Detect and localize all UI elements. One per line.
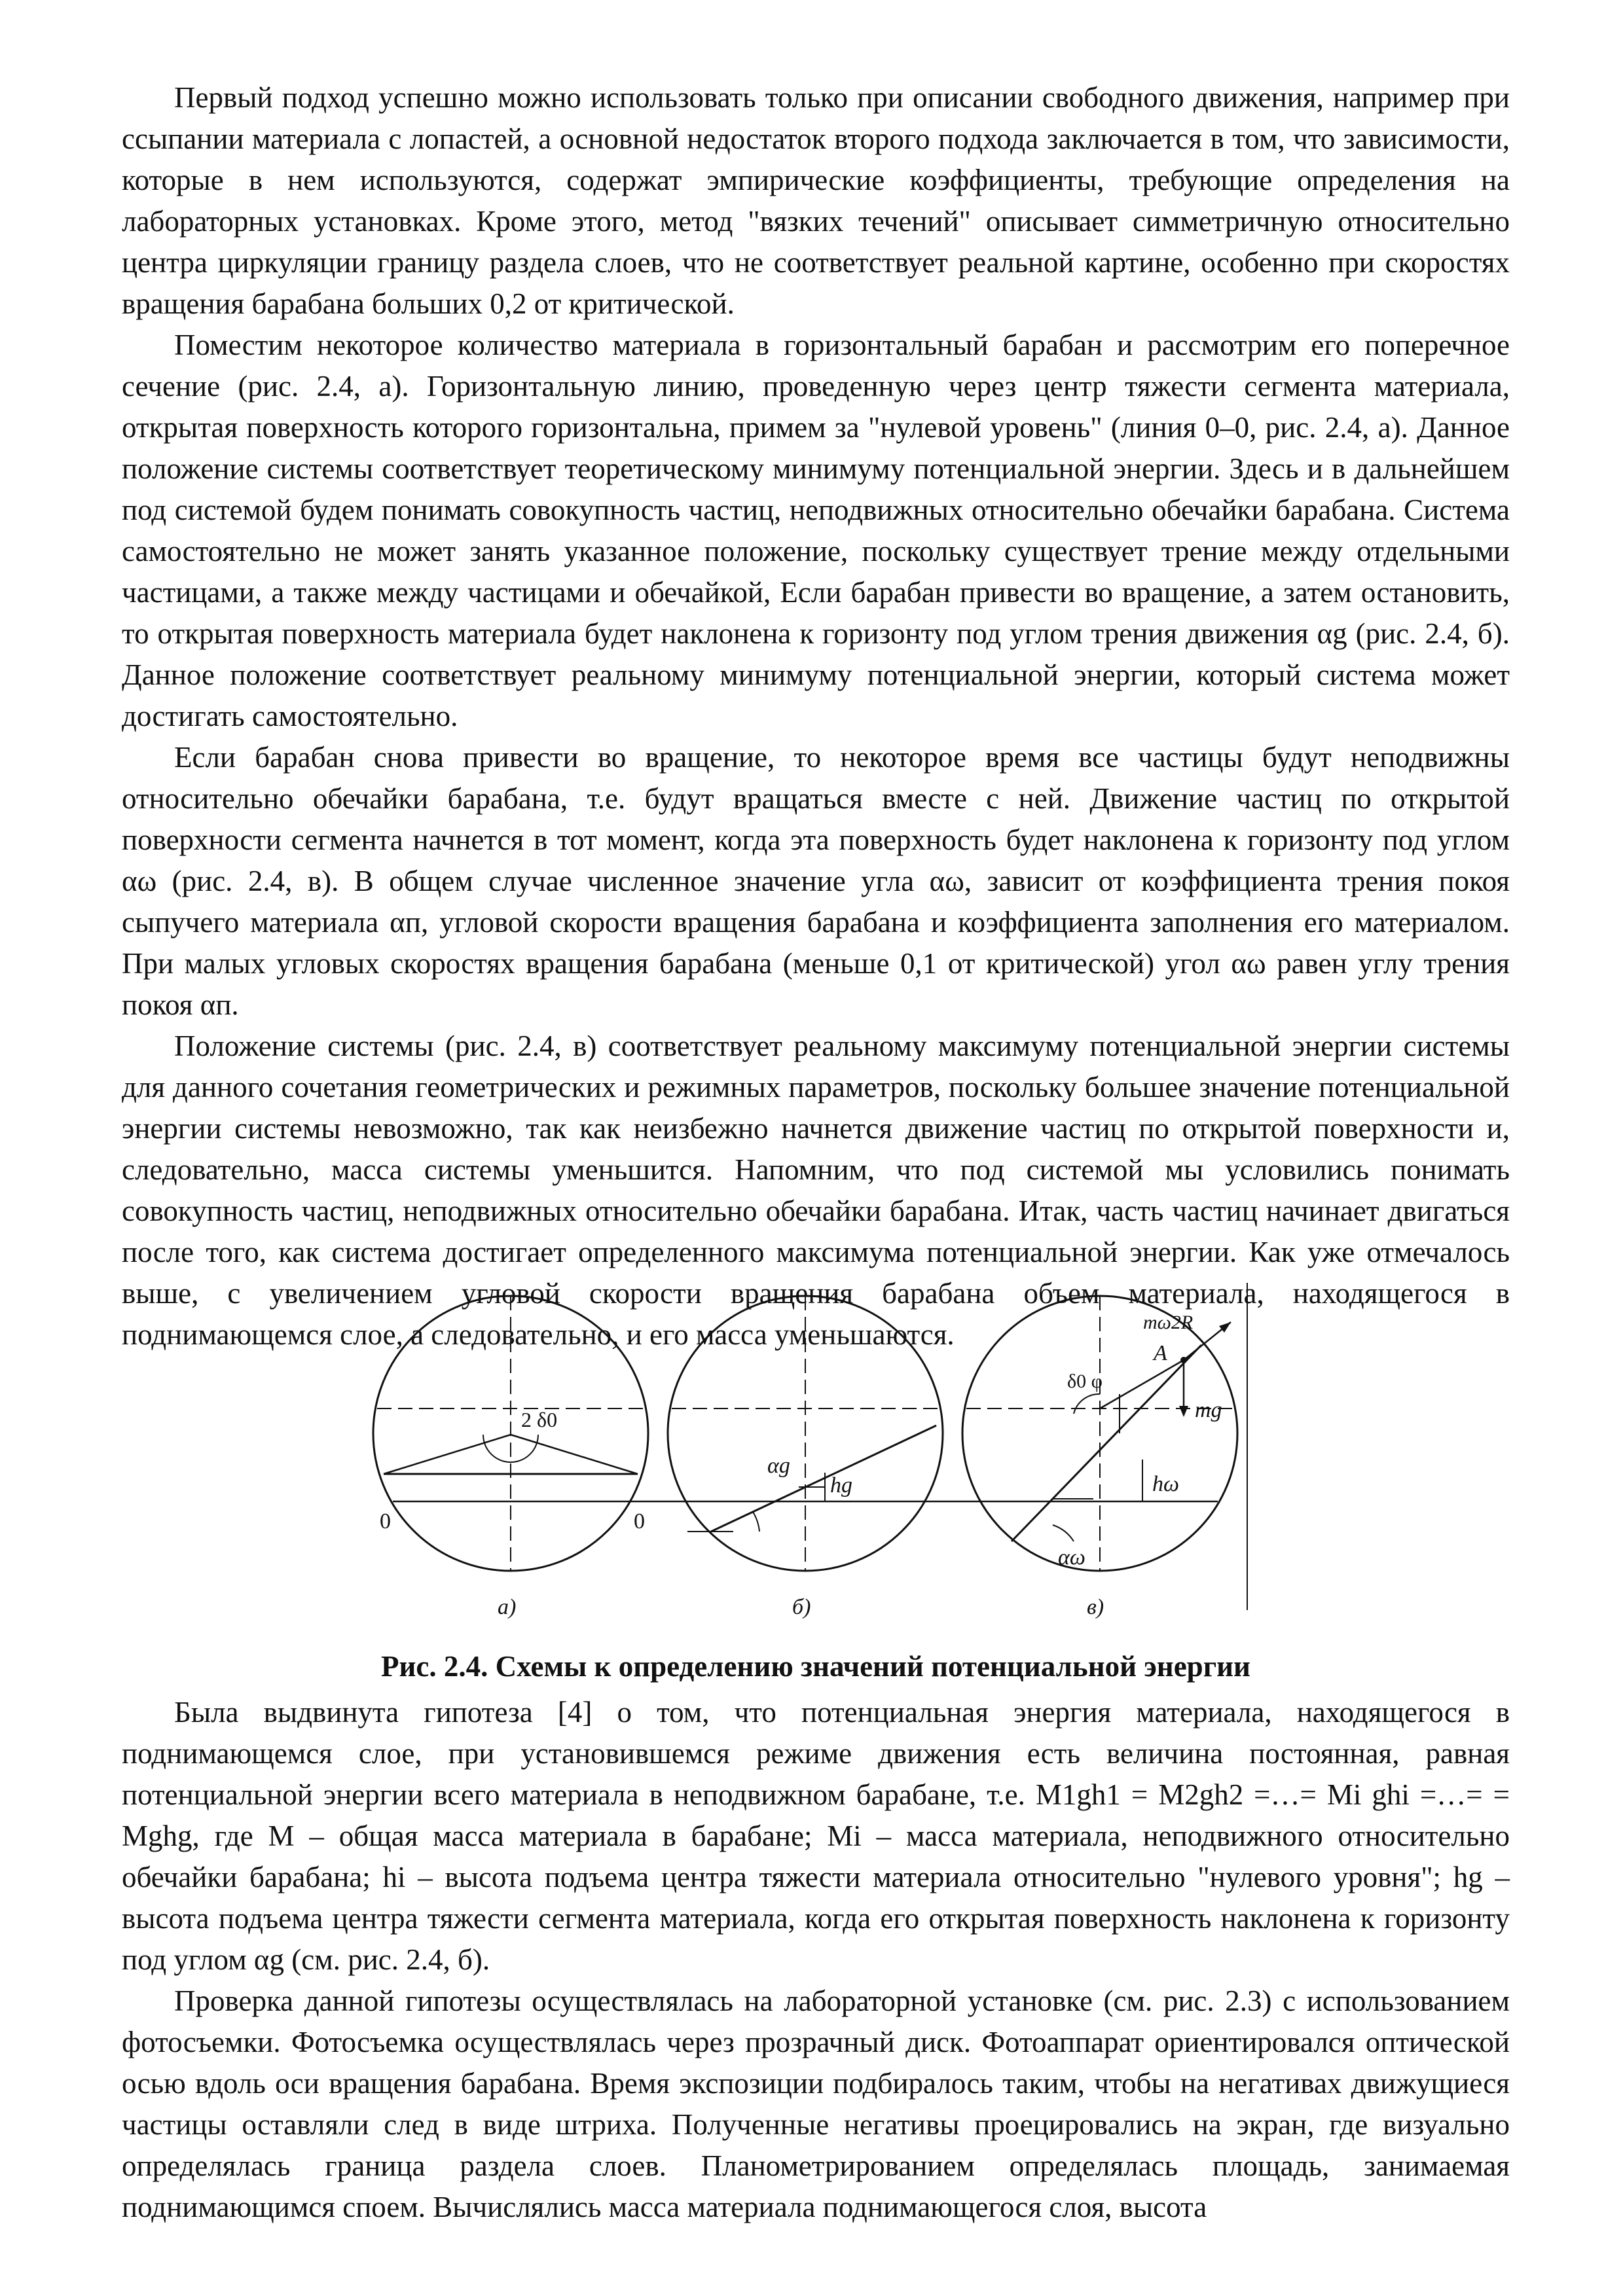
paragraph: Проверка данной гипотезы осуществлялась на лабораторной установке (см. рис. 2.3) с использованием фотосъемки. Фотосъемка осуществлялась через прозрачный диск. Фотоаппарат ориентировался оптической осью вдоль оси вращения барабана. Время экспозиции подбиралось таким, чтобы на негативах движущиеся частицы оставляли след в виде штриха. Полученные негативы проецировались на экран, где визуально определялась граница раздела слоев. Планометрированием определялась площадь, занимаемая поднимающимся споем. Вычислялись масса материала поднимающегося слоя, высота (122, 1984, 1510, 2223)
figure-caption: Рис. 2.4. Схемы к определению значений потенциальной энергии (381, 1650, 1250, 1683)
paragraph: Если барабан снова привести во вращение, то некоторое время все частицы будут неподвижны относительно обечайки барабана, т.е. будут вращаться вместе с ней. Движение частиц по открытой поверхности сегмента начнется в тот момент, когда эта поверхность будет наклонена к горизонту под углом αω (рис. 2.4, в). В общем случае численное значение угла αω, зависит от коэффициента трения покоя сыпучего материала αп, угловой скорости вращения барабана и коэффициента заполнения его материалом. При малых угловых скоростях вращения барабана (меньше 0,1 от критической) угол αω равен углу трения покоя αп. (122, 741, 1510, 1021)
angle-arc-c (1053, 1525, 1074, 1541)
label-zero-right: 0 (634, 1509, 645, 1534)
angle-arc-b (753, 1512, 759, 1532)
figure-2-4 (367, 1283, 1257, 1636)
panel-label-b: б) (792, 1595, 811, 1619)
radius-c (1100, 1360, 1184, 1408)
panel-label-a: а) (498, 1595, 517, 1619)
label-h-omega: hω (1152, 1472, 1180, 1496)
arrowhead-gravity (1179, 1406, 1188, 1417)
paragraph: Была выдвинута гипотеза [4] о том, что потенциальная энергия материала, находящегося в поднимающемся слое, при установившемся режиме движения есть величина постоянная, равная потенциальной энергии всего материала в неподвижном барабане, т.е. M1gh1 = M2gh2 =…= Mi ghi =…= = Mghg, где M – общая масса материала в барабане; Mi – масса материала, неподвижного относительно обечайки барабана; hi – высота подъема центра тяжести материала относительно "нулевого уровня"; hg – высота подъема центра тяжести сегмента материала, когда его открытая поверхность наклонена к горизонту под углом αg (см. рис. 2.4, б). (122, 1696, 1510, 1976)
label-zero-left: 0 (380, 1509, 391, 1534)
paragraph: Первый подход успешно можно использовать только при описании свободного движения, например при ссыпании материала с лопастей, а основной недостаток второго подхода заключается в том, что зависимости, которые в нем используются, содержат эмпирические коэффициенты, требующие определения на лабораторных установках. Кроме этого, метод "вязких течений" описывает симметричную относительно центра циркуляции границу раздела слоев, что не соответствует реальной картине, особенно при скоростях вращения барабана больших 0,2 от критической. (122, 81, 1510, 320)
label-2-delta0: 2 δ0 (521, 1408, 558, 1431)
material-surface-c (1012, 1345, 1201, 1541)
text-block-bottom (122, 1692, 1510, 2228)
label-alpha-g: αg (767, 1454, 790, 1478)
figure-drawing (367, 1283, 1257, 1636)
label-a: A (1154, 1341, 1167, 1365)
paragraph: Поместим некоторое количество материала в горизонтальный барабан и рассмотрим его поперечное сечение (рис. 2.4, а). Горизонтальную линию, проведенную через центр тяжести сегмента материала, открытая поверхность которого горизонтальна, примем за "нулевой уровень" (линия 0–0, рис. 2.4, а). Данное положение системы соответствует теоретическому минимуму потенциальной энергии. Здесь и в дальнейшем под системой будем понимать совокупность частиц, неподвижных относительно обечайки барабана. Система самостоятельно не может занять указанное положение, поскольку существует трение между отдельными частицами, а также между частицами и обечайкой, Если барабан привести во вращение, а затем остановить, то открытая поверхность материала будет наклонена к горизонту под углом трения движения αg (рис. 2.4, б). Данное положение соответствует реальному минимуму потенциальной энергии, который система может достигать самостоятельно. (122, 329, 1510, 732)
text-block-top (122, 77, 1510, 1355)
label-m-omega2-r: mω2R (1143, 1312, 1194, 1333)
delta-arc-c (1074, 1394, 1100, 1414)
label-hg: hg (830, 1473, 852, 1498)
material-surface-b (711, 1426, 936, 1532)
label-delta0-phi: δ0 φ (1067, 1371, 1103, 1392)
point-a (1180, 1357, 1187, 1363)
label-mg: mg (1195, 1398, 1222, 1422)
panel-label-c: в) (1087, 1595, 1104, 1619)
label-alpha-omega: αω (1058, 1545, 1085, 1570)
paragraph: Положение системы (рис. 2.4, в) соответствует реальному максимуму потенциальной энергии системы для данного сочетания геометрических и режимных параметров, поскольку большее значение потенциальной энергии системы невозможно, так как неизбежно начнется движение частиц по открытой поверхности и, следовательно, масса системы уменьшится. Напомним, что под системой мы условились понимать совокупность частиц, неподвижных относительно обечайки барабана. Итак, часть частиц начинает двигаться после того, как система достигает определенного максимума потенциальной энергии. Как уже отмечалось выше, с увеличением угловой скорости вращения барабана объем материала, находящегося в поднимающемся слое, а следовательно, и его масса уменьшаются. (122, 1030, 1510, 1351)
